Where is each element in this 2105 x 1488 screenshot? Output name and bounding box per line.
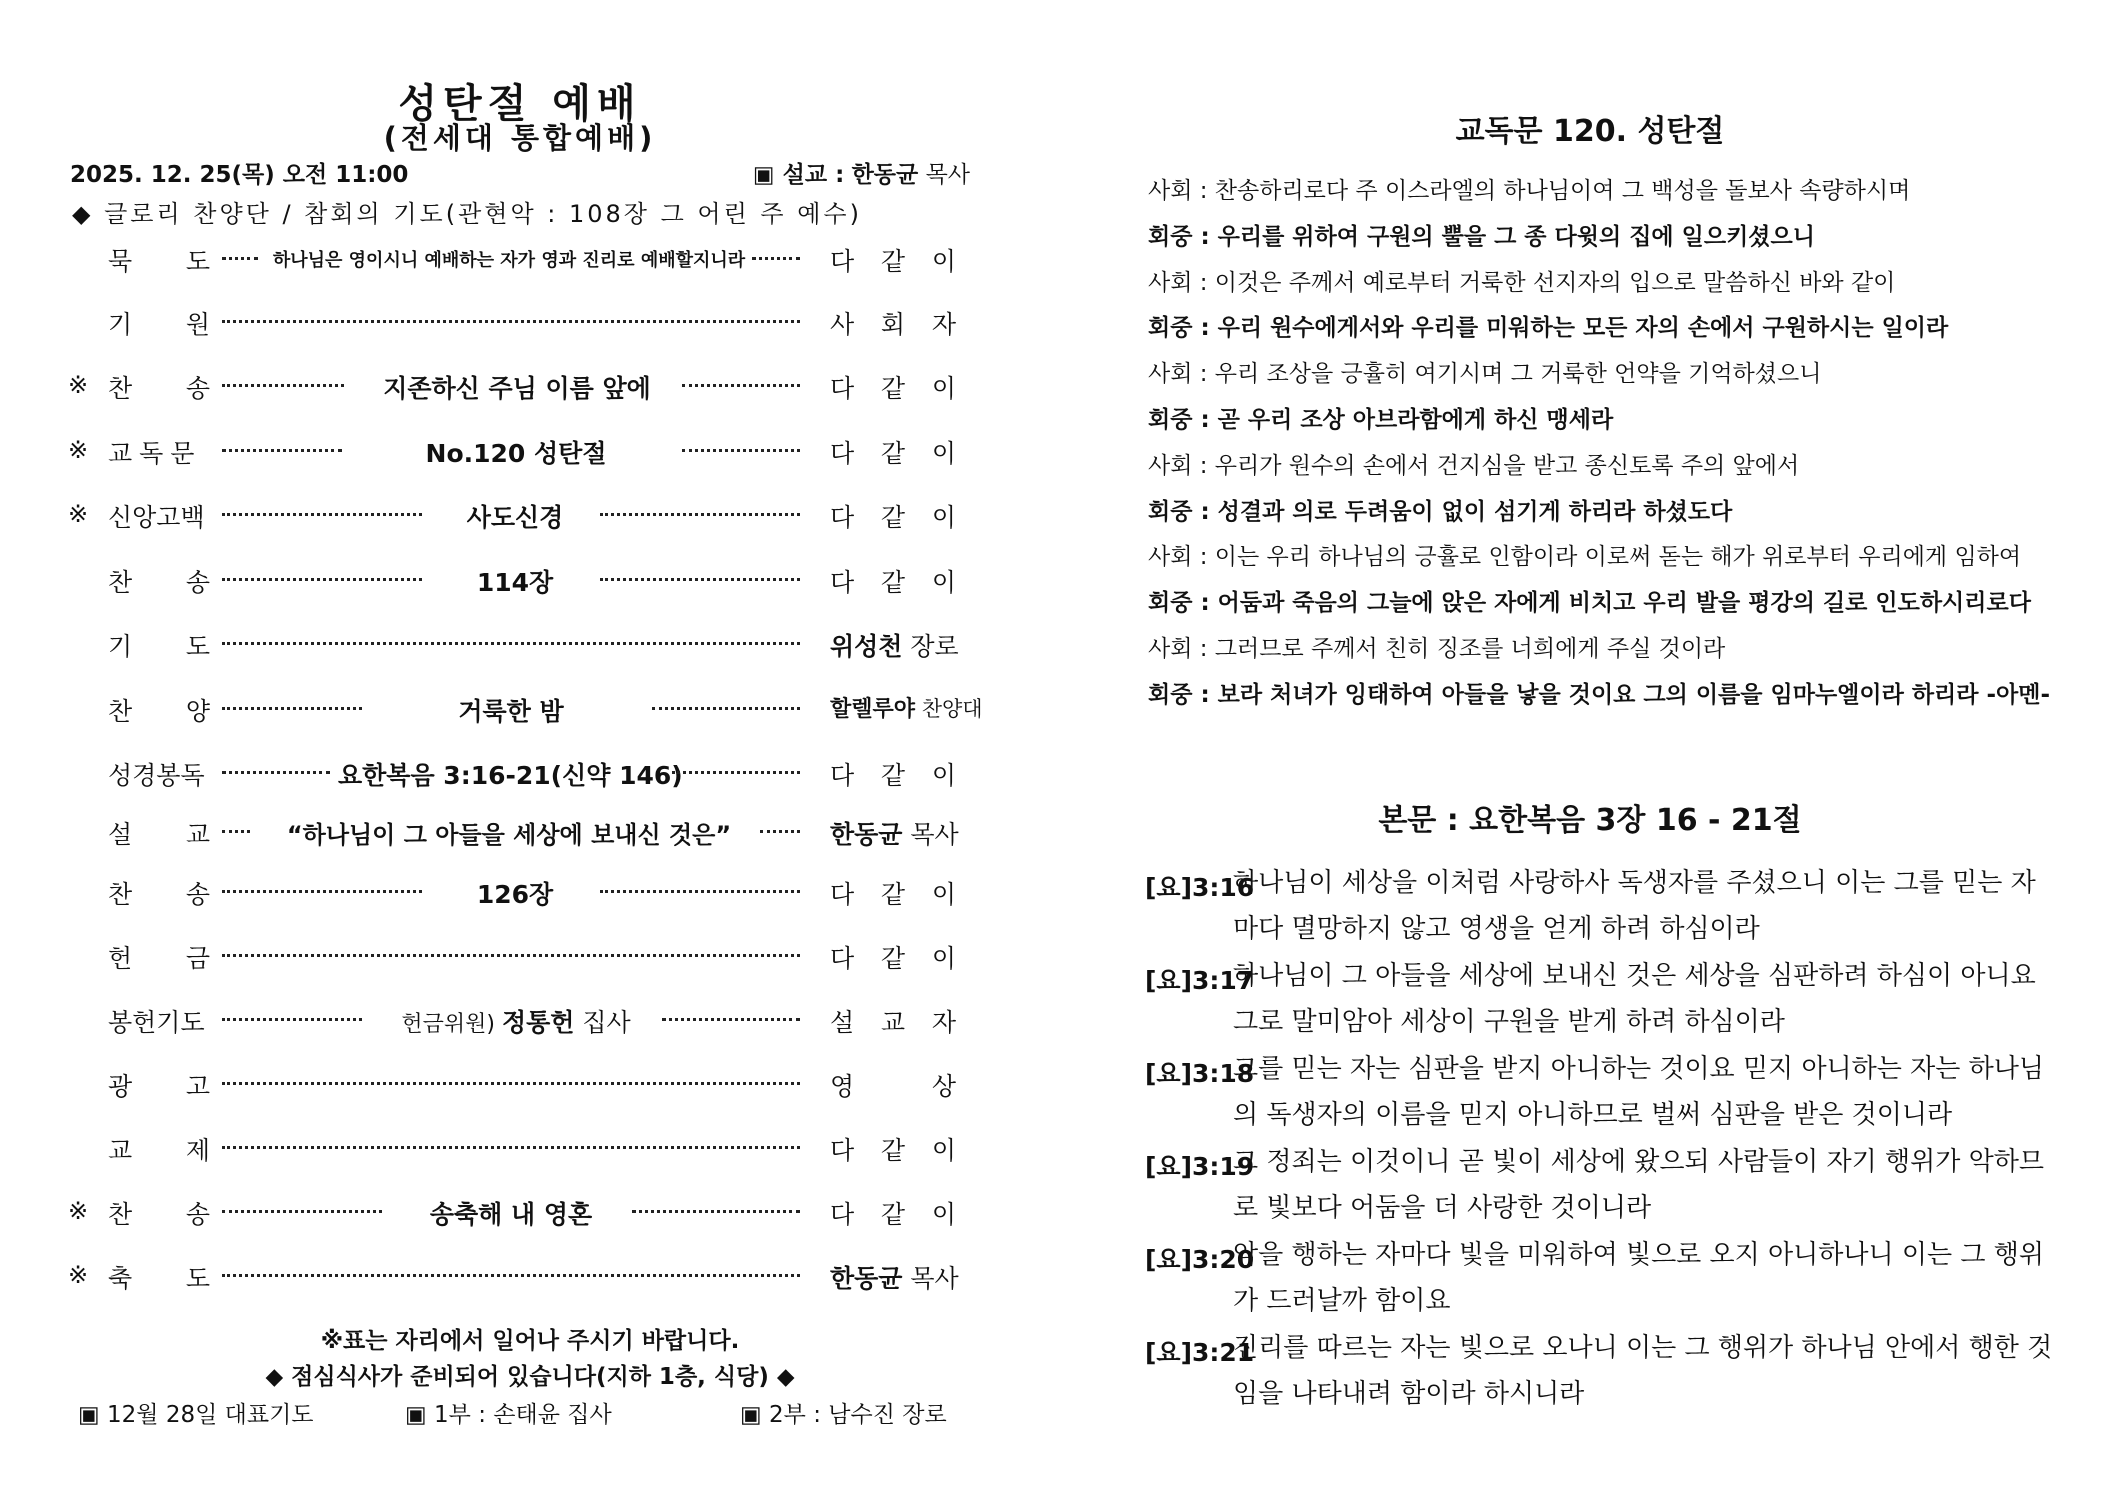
- order-row: [0, 303, 1000, 349]
- order-item-label: 기 원: [108, 310, 210, 339]
- leader-dots: [222, 449, 342, 452]
- congregation-line: 회중 : 보라 처녀가 잉태하여 아들을 낳을 것이요 그의 이름을 임마누엘이라 하리라 -아멘-: [1148, 681, 2051, 708]
- leader-dots: [672, 771, 800, 774]
- leader-dots: [600, 513, 800, 516]
- order-row: [0, 1001, 1000, 1047]
- order-item-detail: 송축해 내 영혼: [429, 1200, 593, 1229]
- order-row: [0, 625, 1000, 671]
- order-item-leader: 사 회 자: [830, 310, 956, 339]
- leader-dots: [222, 1210, 382, 1213]
- order-item-label: 신앙고백: [108, 503, 205, 532]
- verse-reference: [요]3:18: [1145, 1059, 1255, 1088]
- leader-dots: [222, 771, 330, 774]
- verse-text: 악을 행하는 자마다 빛을 미워하여 빛으로 오지 아니하나니 이는 그 행위가 드러날까 함이요: [1233, 1240, 2045, 1316]
- leader-dots: [632, 1210, 800, 1213]
- order-item-label: 찬 양: [108, 697, 210, 726]
- verse-text: 하나님이 세상을 이처럼 사랑하사 독생자를 주셨으니 이는 그를 믿는 자마다 멸망하지 않고 영생을 얻게 하려 하심이라: [1233, 868, 2036, 944]
- leader-dots: [752, 257, 800, 260]
- service-title: 성탄절 예배: [398, 81, 642, 127]
- order-row: [0, 873, 1000, 919]
- leader-dots: [652, 707, 800, 710]
- preacher-info: [753, 156, 970, 189]
- verse-reference: [요]3:20: [1145, 1245, 1255, 1274]
- order-item-label: 설 교: [108, 820, 210, 849]
- order-row: [0, 1257, 1000, 1303]
- representative-prayer-label: ▣ 12월 28일 대표기도: [78, 1402, 314, 1428]
- leader-dots: [682, 449, 800, 452]
- order-item-leader: 설 교 자: [830, 1008, 956, 1037]
- order-item-label: 묵 도: [108, 247, 210, 276]
- responsive-reading-title: 교독문 120. 성탄절: [1455, 114, 1725, 149]
- order-row: [0, 240, 1000, 286]
- order-item-detail: No.120 성탄절: [425, 439, 607, 468]
- congregation-line: 회중 : 곧 우리 조상 아브라함에게 하신 맹세라: [1148, 407, 1614, 433]
- leader-dots: [222, 513, 422, 516]
- order-row: [0, 1065, 1000, 1111]
- order-item-detail: 헌금위원) 정통헌 집사: [401, 1008, 631, 1037]
- service-date: 2025. 12. 25(목) 오전 11:00: [70, 162, 409, 188]
- leader-dots: [600, 890, 800, 893]
- first-service-prayer: ▣ 1부 : 손태윤 집사: [405, 1402, 612, 1428]
- leader-dots: [222, 1018, 362, 1021]
- order-item-label: 기 도: [108, 632, 210, 661]
- order-row: [0, 432, 1000, 478]
- order-item-detail: 114장: [476, 568, 554, 597]
- standing-mark: ※: [68, 371, 89, 399]
- verse-reference: [요]3:17: [1145, 966, 1255, 995]
- verse-reference: [요]3:16: [1145, 873, 1255, 902]
- leader-dots: [222, 257, 258, 260]
- leader-dots: [600, 578, 800, 581]
- order-item-leader: 한동균 목사: [830, 1264, 959, 1293]
- order-item-label: 헌 금: [108, 944, 210, 973]
- order-item-leader: 할렐루야 찬양대: [830, 697, 983, 722]
- order-item-leader: 다 같 이: [830, 503, 956, 532]
- order-item-label: 찬 송: [108, 880, 210, 909]
- leader-line: 사회 : 우리가 원수의 손에서 건지심을 받고 종신토록 주의 앞에서: [1148, 452, 1800, 479]
- order-item-detail: 지존하신 주님 이름 앞에: [383, 374, 651, 403]
- leader-dots: [222, 1146, 800, 1149]
- leader-line: 사회 : 이것은 주께서 예로부터 거룩한 선지자의 입으로 말씀하신 바와 같이: [1148, 269, 1896, 296]
- order-item-detail: “하나님이 그 아들을 세상에 보내신 것은”: [286, 821, 732, 849]
- preacher-name: 한동균: [851, 162, 919, 188]
- order-item-label: 찬 송: [108, 1200, 210, 1229]
- order-item-label: 교 제: [108, 1136, 210, 1165]
- order-row: [0, 690, 1000, 736]
- service-subtitle: (전세대 통합예배): [383, 121, 657, 155]
- order-row: [0, 1129, 1000, 1175]
- order-item-label: 광 고: [108, 1072, 210, 1101]
- leader-line: 사회 : 찬송하리로다 주 이스라엘의 하나님이여 그 백성을 돌보사 속량하시며: [1148, 178, 1911, 204]
- verse-text: 진리를 따르는 자는 빛으로 오나니 이는 그 행위가 하나님 안에서 행한 것임을 나타내려 함이라 하시니라: [1233, 1333, 2053, 1409]
- leader-dots: [662, 1018, 800, 1021]
- order-item-leader: 다 같 이: [830, 439, 956, 468]
- leader-dots: [222, 1274, 800, 1277]
- standing-note: ※표는 자리에서 일어나 주시기 바랍니다.: [320, 1328, 740, 1354]
- congregation-line: 회중 : 우리를 위하여 구원의 뿔을 그 종 다윗의 집에 일으키셨으니: [1148, 223, 1815, 250]
- leader-line: 사회 : 이는 우리 하나님의 긍휼로 인함이라 이로써 돋는 해가 위로부터 우리에게 임하여: [1148, 544, 2022, 571]
- order-item-leader: 다 같 이: [830, 247, 956, 276]
- standing-mark: ※: [68, 436, 89, 464]
- standing-mark: ※: [68, 1197, 89, 1225]
- leader-dots: [760, 830, 800, 833]
- order-item-leader: 한동균 목사: [830, 820, 959, 849]
- leader-line: 사회 : 그러므로 주께서 친히 징조를 너희에게 주실 것이라: [1148, 636, 1726, 662]
- order-item-leader: 다 같 이: [830, 374, 956, 403]
- order-item-detail: 요한복음 3:16-21(신약 146): [338, 761, 683, 790]
- bulletin-order-page: [0, 0, 1040, 1488]
- order-item-leader: 다 같 이: [830, 1136, 956, 1165]
- order-item-label: 교독문: [108, 439, 202, 468]
- order-item-leader: 다 같 이: [830, 944, 956, 973]
- order-item-leader: 다 같 이: [830, 761, 956, 790]
- order-item-label: 성경봉독: [108, 761, 205, 790]
- prelude-line: ◆ 글로리 찬양단 / 참회의 기도(관현악 : 108장 그 어린 주 예수): [72, 200, 862, 228]
- leader-dots: [222, 954, 800, 957]
- order-row: [0, 367, 1000, 413]
- order-item-label: 찬 송: [108, 374, 210, 403]
- order-row: [0, 754, 1000, 800]
- congregation-line: 회중 : 성결과 의로 두려움이 없이 섬기게 하리라 하셨도다: [1148, 498, 1733, 525]
- service-info-line: [70, 156, 970, 186]
- order-item-label: 축 도: [108, 1264, 210, 1293]
- order-row: [0, 937, 1000, 983]
- lunch-note: ◆ 점심식사가 준비되어 있습니다(지하 1층, 식당) ◆: [265, 1364, 795, 1390]
- preacher-label: ▣ 설교 :: [752, 162, 845, 188]
- order-row: [0, 561, 1000, 607]
- order-item-detail: 하나님은 영이시니 예배하는 자가 영과 진리로 예배할지니라: [272, 250, 746, 271]
- leader-dots: [222, 890, 422, 893]
- leader-dots: [222, 578, 422, 581]
- verse-text: 그를 믿는 자는 심판을 받지 아니하는 것이요 믿지 아니하는 자는 하나님의 독생자의 이름을 믿지 아니하므로 벌써 심판을 받은 것이니라: [1233, 1054, 2045, 1130]
- preacher-title: 목사: [925, 162, 970, 188]
- order-item-leader: 다 같 이: [830, 568, 956, 597]
- order-item-leader: 다 같 이: [830, 880, 956, 909]
- leader-dots: [222, 1082, 800, 1085]
- standing-mark: ※: [68, 1261, 89, 1289]
- verse-text: 하나님이 그 아들을 세상에 보내신 것은 세상을 심판하려 하심이 아니요 그로 말미암아 세상이 구원을 받게 하려 하심이라: [1233, 961, 2036, 1037]
- verse-text: 그 정죄는 이것이니 곧 빛이 세상에 왔으되 사람들이 자기 행위가 악하므로 빛보다 어둠을 더 사랑한 것이니라: [1233, 1147, 2045, 1223]
- order-item-leader: 위성천 장로: [830, 632, 959, 661]
- congregation-line: 회중 : 어둠과 죽음의 그늘에 앉은 자에게 비치고 우리 발을 평강의 길로 인도하시리로다: [1148, 590, 2031, 617]
- leader-dots: [682, 384, 800, 387]
- order-row: [0, 1193, 1000, 1239]
- order-item-detail: 126장: [476, 880, 554, 909]
- verse-reference: [요]3:21: [1145, 1338, 1255, 1367]
- leader-dots: [222, 707, 362, 710]
- scripture-title: 본문 : 요한복음 3장 16 - 21절: [1378, 803, 1802, 838]
- order-item-label: 봉헌기도: [108, 1008, 205, 1037]
- order-row: [0, 496, 1000, 542]
- leader-dots: [222, 384, 344, 387]
- leader-line: 사회 : 우리 조상을 긍휼히 여기시며 그 거룩한 언약을 기억하셨으니: [1148, 361, 1822, 388]
- leader-dots: [222, 320, 800, 323]
- order-item-leader: 다 같 이: [830, 1200, 956, 1229]
- order-item-detail: 거룩한 밤: [458, 697, 564, 726]
- verse-reference: [요]3:19: [1145, 1152, 1255, 1181]
- order-item-leader: 영 상: [830, 1072, 956, 1101]
- leader-dots: [222, 830, 250, 833]
- order-item-label: 찬 송: [108, 568, 210, 597]
- leader-dots: [222, 642, 800, 645]
- order-row: [0, 813, 1000, 859]
- standing-mark: ※: [68, 500, 89, 528]
- second-service-prayer: ▣ 2부 : 남수진 장로: [740, 1402, 947, 1428]
- congregation-line: 회중 : 우리 원수에게서와 우리를 미워하는 모든 자의 손에서 구원하시는 일이라: [1148, 315, 1949, 342]
- order-item-detail: 사도신경: [466, 503, 564, 532]
